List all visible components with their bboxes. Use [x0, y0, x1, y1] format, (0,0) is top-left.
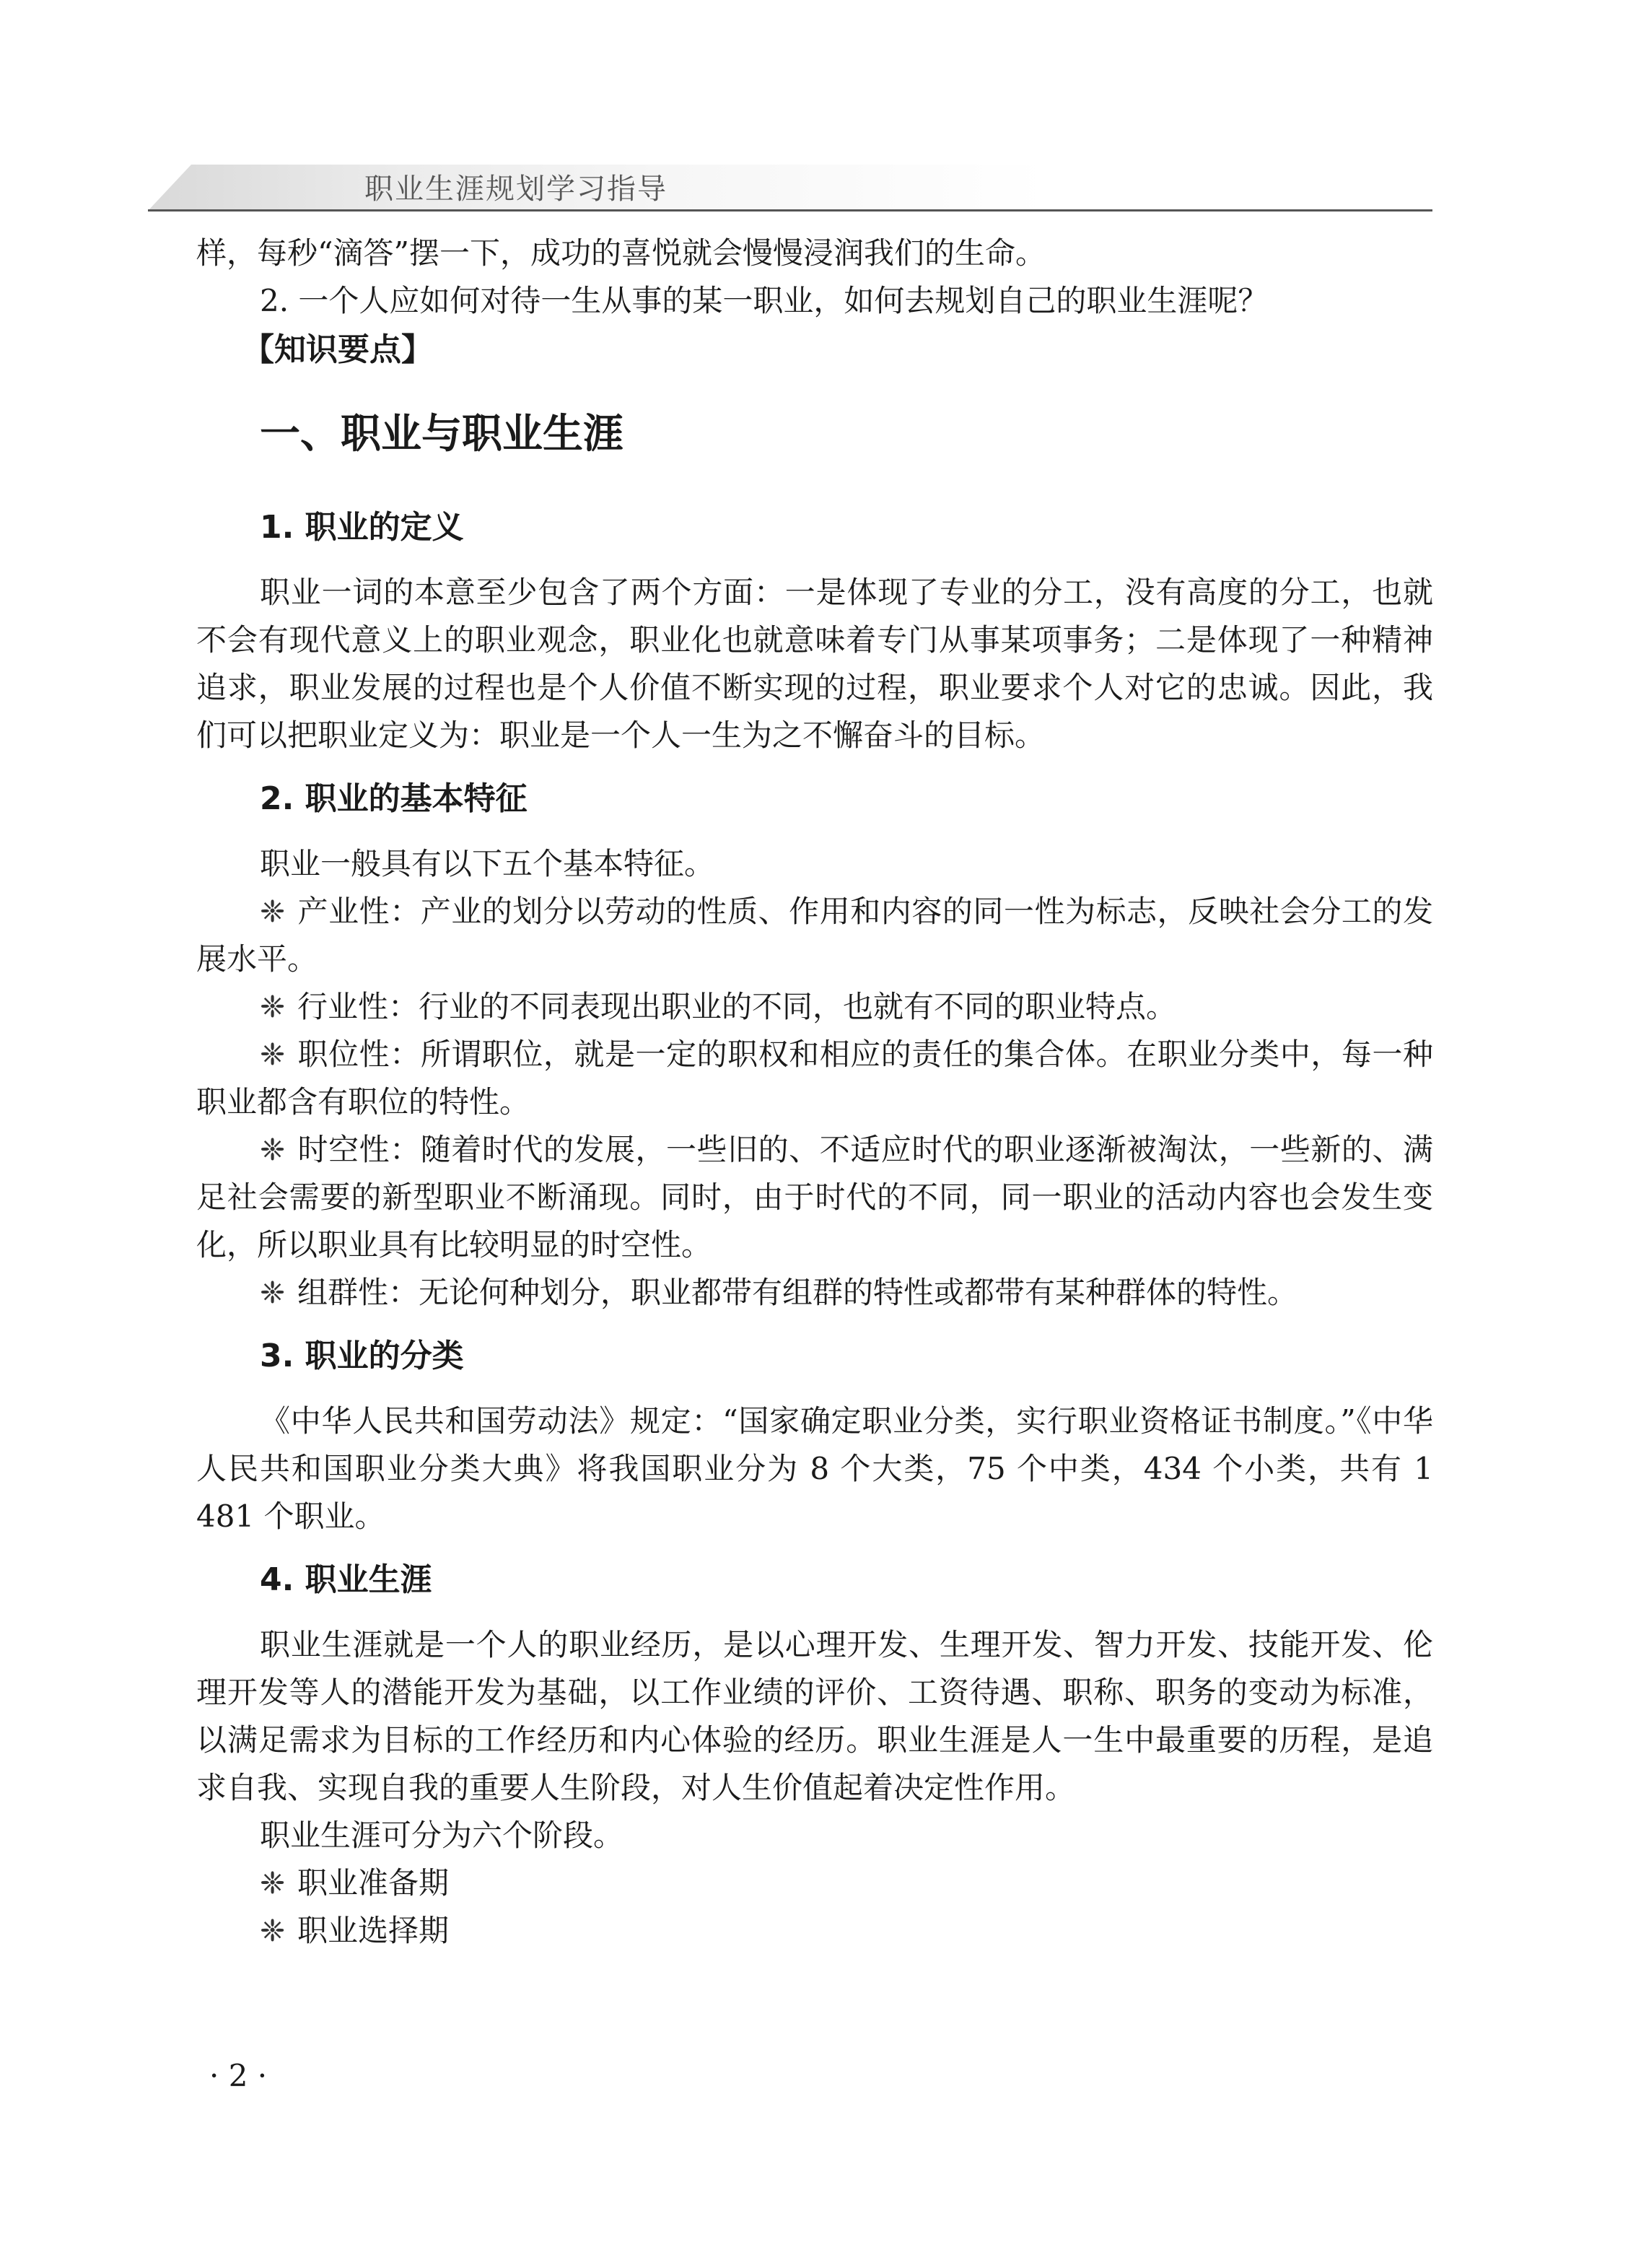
- stages-intro: 职业生涯可分为六个阶段。: [260, 1818, 624, 1853]
- bullet-icon: ❈: [260, 1132, 286, 1167]
- classification-paragraph: 《中华人民共和国劳动法》规定：“国家确定职业分类，实行职业资格证书制度。”《中华人民共和国职业分类大典》将我国职业分为 8 个大类，75 个中类，434 个小类，共有 1 481 个职业。: [196, 1403, 1433, 1534]
- stage-text: 职业选择期: [297, 1913, 450, 1948]
- header-rule: [148, 209, 1432, 211]
- feature-text: 行业性：行业的不同表现出职业的不同，也就有不同的职业特点。: [297, 989, 1177, 1024]
- bullet-icon: ❈: [260, 1913, 286, 1948]
- running-header-title: 职业生涯规划学习指导: [364, 173, 668, 206]
- career-paragraph: 职业生涯就是一个人的职业经历，是以心理开发、生理开发、智力开发、技能开发、伦理开发等人的潜能开发为基础，以工作业绩的评价、工资待遇、职称、职务的变动为标准，以满足需求为目标的工作经历和内心体验的经历。职业生涯是人一生中最重要的历程，是追求自我、实现自我的重要人生阶段，对人生价值起着决定性作用。: [196, 1627, 1433, 1805]
- subsection-heading-2: 2. 职业的基本特征: [260, 780, 528, 817]
- subsection-heading-3: 3. 职业的分类: [260, 1338, 464, 1374]
- section-heading: 一、职业与职业生涯: [260, 411, 623, 458]
- page-body: [196, 230, 1433, 1955]
- stage-text: 职业准备期: [297, 1865, 450, 1901]
- feature-item: [196, 888, 1433, 983]
- feature-item: [196, 1031, 1433, 1126]
- bullet-icon: ❈: [260, 1275, 286, 1310]
- feature-text: 时空性：随着时代的发展，一些旧的、不适应时代的职业逐渐被淘汰，一些新的、满足社会需要的新型职业不断涌现。同时，由于时代的不同，同一职业的活动内容也会发生变化，所以职业具有比较明显的时空性。: [196, 1132, 1433, 1262]
- features-intro: 职业一般具有以下五个基本特征。: [260, 846, 715, 881]
- bullet-icon: ❈: [260, 989, 286, 1024]
- header-band: [148, 165, 1432, 211]
- bullet-icon: ❈: [260, 1865, 286, 1901]
- page-number: · 2 ·: [209, 2058, 268, 2093]
- definition-paragraph: 职业一词的本意至少包含了两个方面：一是体现了专业的分工，没有高度的分工，也就不会有现代意义上的职业观念，职业化也就意味着专门从事某项事务；二是体现了一种精神追求，职业发展的过程也是个人价值不断实现的过程，职业要求个人对它的忠诚。因此，我们可以把职业定义为：职业是一个人一生为之不懈奋斗的目标。: [196, 575, 1433, 753]
- stage-item: [196, 1859, 1433, 1907]
- feature-item: [196, 983, 1433, 1031]
- knowledge-points-heading: 【知识要点】: [242, 331, 433, 368]
- paragraph-continued: 样，每秒“滴答”摆一下，成功的喜悦就会慢慢浸润我们的生命。: [196, 235, 1046, 271]
- feature-item: [196, 1126, 1433, 1269]
- feature-item: [196, 1269, 1433, 1317]
- feature-text: 职位性：所谓职位，就是一定的职权和相应的责任的集合体。在职业分类中，每一种职业都含有职位的特性。: [196, 1037, 1433, 1120]
- bullet-icon: ❈: [260, 1037, 286, 1072]
- bullet-icon: ❈: [260, 894, 286, 929]
- subsection-heading-4: 4. 职业生涯: [260, 1561, 432, 1598]
- stage-item: [196, 1907, 1433, 1955]
- question-2: 2. 一个人应如何对待一生从事的某一职业，如何去规划自己的职业生涯呢？: [260, 283, 1269, 318]
- feature-text: 产业性：产业的划分以劳动的性质、作用和内容的同一性为标志，反映社会分工的发展水平。: [196, 894, 1433, 977]
- subsection-heading-1: 1. 职业的定义: [260, 509, 464, 546]
- feature-text: 组群性：无论何种划分，职业都带有组群的特性或都带有某种群体的特性。: [297, 1275, 1298, 1310]
